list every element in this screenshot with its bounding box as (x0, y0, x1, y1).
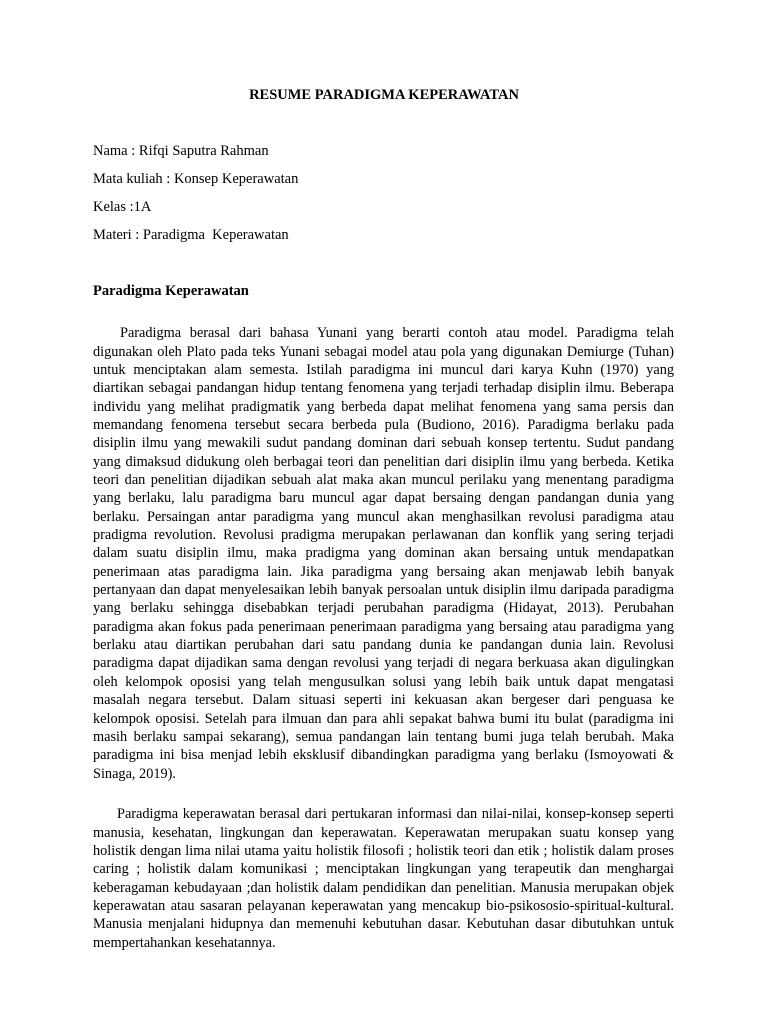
paragraph-2: Paradigma keperawatan berasal dari pertukaran informasi dan nilai-nilai, konsep-konsep seperti manusia, kesehatan, lingkungan dan keperawatan. Keperawatan merupakan suatu konsep yang holistik dengan lima nilai utama yaitu holistik filosofi ; holistik teori dan etik ; holistik dalam proses caring ; holistik dalam komunikasi ; menciptakan lingkungan yang terapeutik dan menghargai keberagaman kebudayaan ;dan holistik dalam pendidikan dan penelitian. Manusia merupakan objek keperawatan atau sasaran pelayanan keperawatan yang mencakup bio-psikososio-spiritual-kultural. Manusia menjalani hidupnya dan memenuhi kebutuhan dasar. Kebutuhan dasar dibutuhkan untuk mempertahankan kesehatannya. (93, 806, 678, 951)
paragraph-1: Paradigma berasal dari bahasa Yunani yang berarti contoh atau model. Paradigma telah digunakan oleh Plato pada teks Yunani sebagai model atau pola yang digunakan Demiurge (Tuhan) untuk menciptakan alam semesta. Istilah paradigma ini muncul dari karya Kuhn (1970) yang diartikan sebagai pandangan hidup tentang fenomena yang terjadi terhadap disiplin ilmu. Beberapa individu yang melihat pradigmatik yang berbeda dapat melihat fenomena yang sama persis dan memandang fenomena tersebut secara berbeda pula (Budiono, 2016). Paradigma berlaku pada disiplin ilmu yang mewakili sudut pandang dominan dari sebuah konsep tertentu. Sudut pandang yang dimaksud didukung oleh berbagai teori dan penelitian dari disiplin ilmu yang berbeda. Ketika teori dan penelitian dijadikan sebuah alat maka akan muncul perilaku yang menentang paradigma yang berlaku, lalu paradigma baru muncul agar dapat bersaing dengan pandangan dunia yang berlaku. Persaingan antar paradigma yang muncul akan menghasilkan revolusi paradigma atau pradigma revolution. Revolusi pradigma merupakan perlawanan dan konflik yang sering terjadi dalam suatu disiplin ilmu, maka pradigma yang dominan akan bersaing untuk mendapatkan penerimaan atas paradigma lain. Jika paradigma yang bersaing akan menjawab lebih banyak pertanyaan dan dapat menyelesaikan lebih banyak persoalan untuk disiplin ilmu daripada paradigma yang berlaku sehingga disebabkan terjadi perubahan paradigma (Hidayat, 2013). Perubahan paradigma akan fokus pada penerimaan penerimaan paradigma yang bersaing atau paradigma yang berlaku atau diartikan perubahan dari satu pandang dunia ke pandangan dunia lain. Revolusi paradigma dapat dijadikan sama dengan revolusi yang terjadi di negara berkuasa akan digulingkan oleh kelompok oposisi yang telah mengusulkan solusi yang lebih baik untuk dapat mengatasi masalah negara tersebut. Dalam situasi seperti ini kekuasan akan bergeser dari penguasa ke kelompok oposisi. Setelah para ilmuan dan para ahli sepakat bahwa bumi itu bulat (paradigma ini masih berlaku sampai sekarang), semua pandangan lain tentang bumi juga telah berubah. Maka paradigma ini bisa menjad lebih eksklusif dibandingkan paradigma yang berlaku (Ismoyowati & Sinaga, 2019). (93, 325, 678, 782)
meta-materi: Materi : Paradigma Keperawatan (93, 227, 289, 243)
section-heading: Paradigma Keperawatan (93, 283, 249, 299)
document-title: RESUME PARADIGMA KEPERAWATAN (249, 87, 519, 103)
meta-mata-kuliah: Mata kuliah : Konsep Keperawatan (93, 171, 299, 187)
meta-kelas: Kelas :1A (93, 199, 152, 215)
meta-nama: Nama : Rifqi Saputra Rahman (93, 143, 269, 159)
